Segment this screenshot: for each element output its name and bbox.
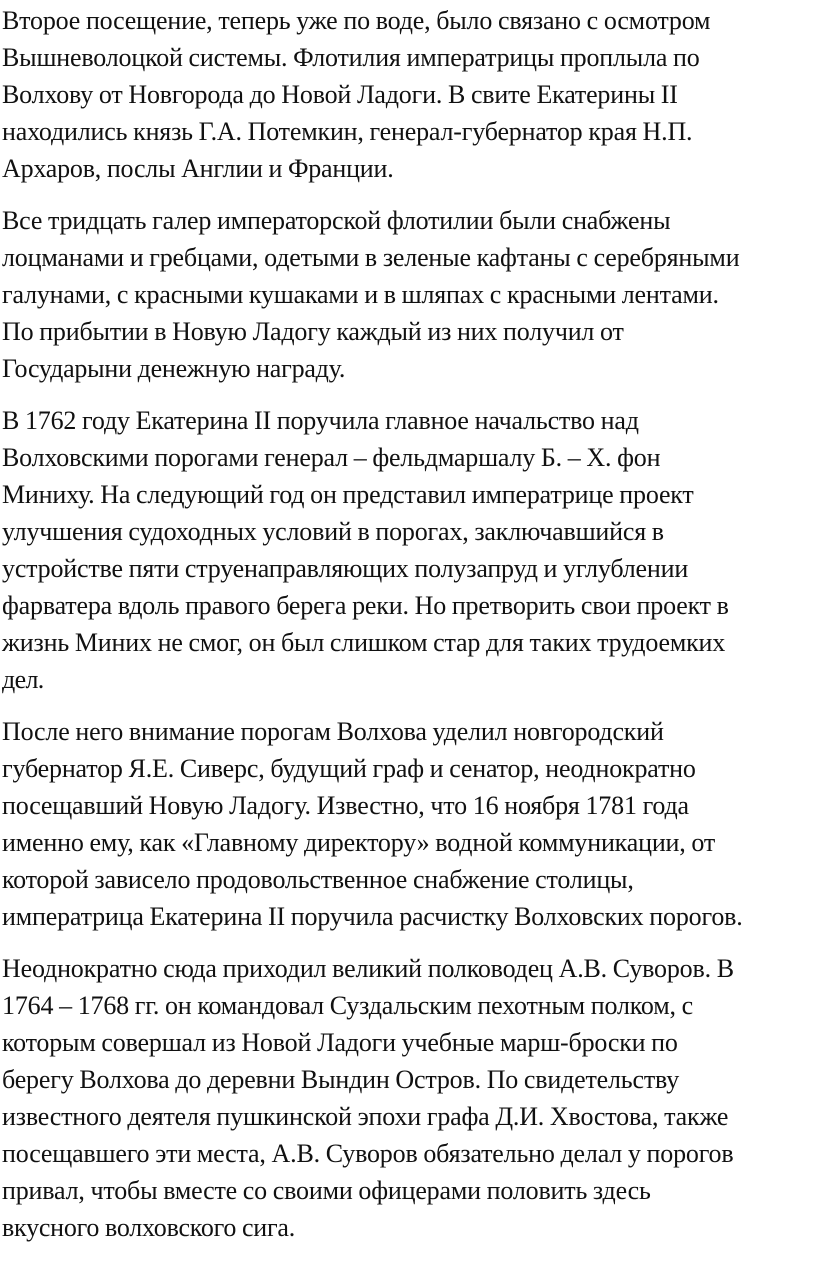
text-line: По прибытии в Новую Ладогу каждый из них получил от — [2, 317, 624, 346]
text-line: известного деятеля пушкинской эпохи графа Д.И. Хвостова, также — [2, 1102, 729, 1131]
text-line: 1764 – 1768 гг. он командовал Суздальским пехотным полком, с — [2, 991, 693, 1020]
text-line: привал, чтобы вместе со своими офицерами половить здесь — [2, 1176, 651, 1205]
paragraph-2 — [2, 202, 816, 387]
text-line: галунами, с красными кушаками и в шляпах с красными лентами. — [2, 280, 719, 309]
text-line: устройстве пяти струенаправляющих полузапруд и углублении — [2, 554, 689, 583]
text-line: посещавшего эти места, А.В. Суворов обязательно делал у порогов — [2, 1139, 734, 1168]
text-line: Вышневолоцкой системы. Флотилия императрицы проплыла по — [2, 43, 700, 72]
text-line: Миниху. На следующий год он представил императрице проект — [2, 480, 694, 509]
paragraph-5 — [2, 950, 816, 1246]
text-line: берегу Волхова до деревни Вындин Остров. По свидетельству — [2, 1065, 680, 1094]
text-line: фарватера вдоль правого берега реки. Но претворить свои проект в — [2, 591, 729, 620]
text-line: посещавший Новую Ладогу. Известно, что 16 ноября 1781 года — [2, 791, 689, 820]
text-line: Волховскими порогами генерал – фельдмаршалу Б. – Х. фон — [2, 443, 661, 472]
paragraph-3 — [2, 402, 816, 698]
text-line: именно ему, как «Главному директору» водной коммуникации, от — [2, 828, 716, 857]
text-line: Государыни денежную награду. — [2, 354, 346, 383]
text-line: Второе посещение, теперь уже по воде, было связано с осмотром — [2, 6, 711, 35]
document-body — [2, 2, 816, 1246]
text-line: Архаров, послы Англии и Франции. — [2, 154, 394, 183]
text-line: лоцманами и гребцами, одетыми в зеленые кафтаны с серебряными — [2, 243, 740, 272]
text-line: находились князь Г.А. Потемкин, генерал-губернатор края Н.П. — [2, 117, 693, 146]
paragraph-1 — [2, 2, 816, 187]
text-line: Волхову от Новгорода до Новой Ладоги. В свите Екатерины II — [2, 80, 678, 109]
text-line: дел. — [2, 665, 44, 694]
text-line: которой зависело продовольственное снабжение столицы, — [2, 865, 634, 894]
paragraph-4 — [2, 713, 816, 935]
text-line: вкусного волховского сига. — [2, 1213, 296, 1242]
text-line: улучшения судоходных условий в порогах, заключавшийся в — [2, 517, 664, 546]
text-line: Неоднократно сюда приходил великий полководец А.В. Суворов. В — [2, 954, 734, 983]
text-line: В 1762 году Екатерина II поручила главное начальство над — [2, 406, 639, 435]
text-line: которым совершал из Новой Ладоги учебные марш-броски по — [2, 1028, 678, 1057]
text-line: императрица Екатерина II поручила расчистку Волховских порогов. — [2, 902, 743, 931]
text-line: После него внимание порогам Волхова уделил новгородский — [2, 717, 664, 746]
text-line: губернатор Я.Е. Сиверс, будущий граф и сенатор, неоднократно — [2, 754, 696, 783]
text-line: Все тридцать галер императорской флотилии были снабжены — [2, 206, 671, 235]
text-line: жизнь Миних не смог, он был слишком стар для таких трудоемких — [2, 628, 726, 657]
